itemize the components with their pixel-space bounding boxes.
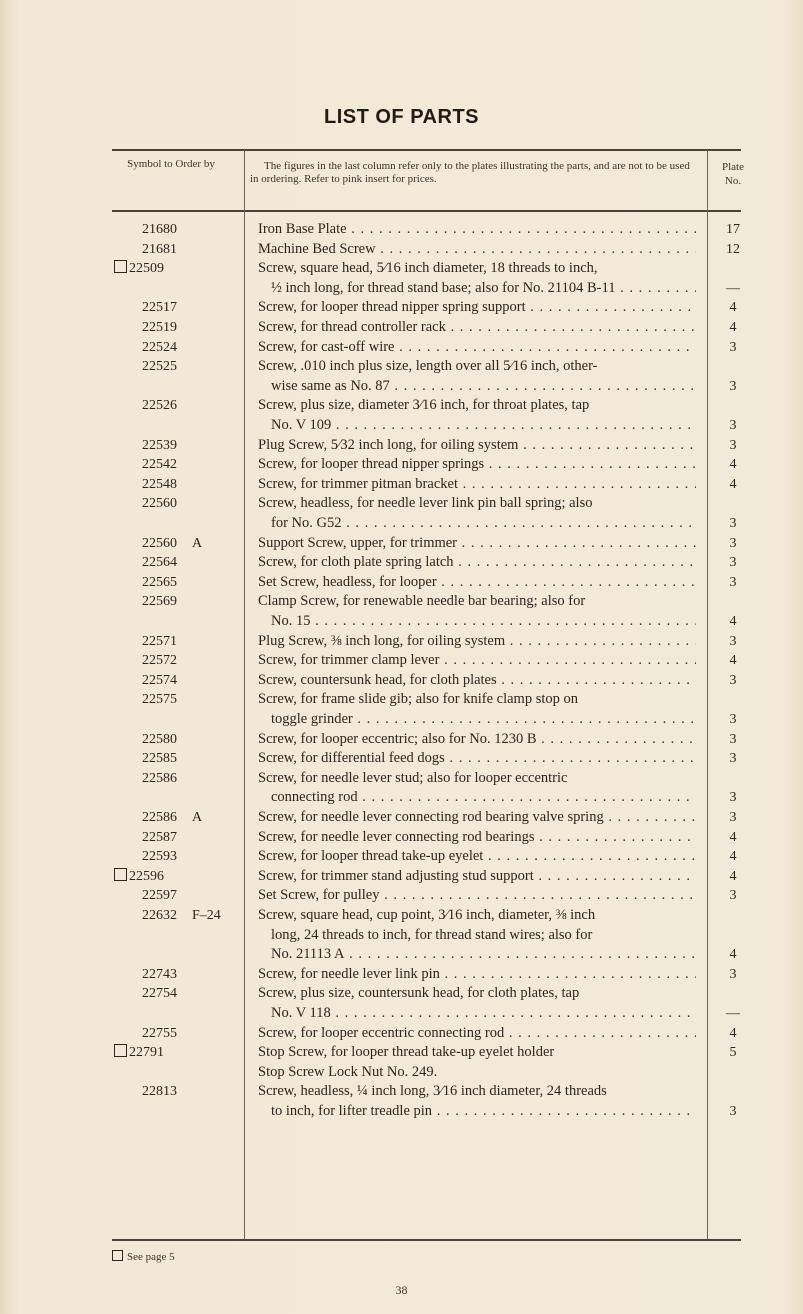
description-line: Support Screw, upper, for trimmer	[258, 534, 458, 551]
part-description	[258, 220, 696, 240]
part-description	[258, 671, 696, 691]
part-description	[258, 396, 696, 435]
part-number: 22754	[142, 986, 177, 1002]
description-line: for No. G52	[271, 514, 342, 531]
description-line: Stop Screw, for looper thread take-up eyelet holder	[258, 1044, 555, 1061]
part-number: 22791	[129, 1045, 164, 1061]
part-description	[258, 338, 696, 358]
part-symbol	[114, 1043, 244, 1063]
description-line: No. V 109	[271, 416, 332, 433]
part-description	[258, 475, 696, 495]
part-description	[258, 357, 696, 396]
part-symbol	[112, 749, 242, 769]
plate-number: 12	[726, 241, 740, 257]
part-symbol	[112, 357, 242, 377]
part-suffix: A	[192, 535, 203, 551]
part-description	[258, 259, 696, 298]
plate-number: 17	[726, 222, 740, 237]
plate-number: 3	[729, 711, 737, 727]
description-line: Screw, for cast-off wire	[258, 338, 395, 355]
part-description	[258, 455, 696, 475]
part-description	[258, 534, 696, 554]
part-description	[258, 632, 696, 652]
part-symbol	[112, 240, 242, 260]
plate-number: 4	[729, 476, 737, 492]
plate-column-header: Plate No.	[722, 161, 744, 187]
part-description	[258, 651, 696, 671]
header-top-rule	[112, 149, 741, 151]
plate-number: 3	[729, 437, 737, 453]
part-description	[258, 847, 696, 867]
part-symbol	[112, 1082, 242, 1102]
plate-number: 3	[729, 790, 737, 806]
description-line: Screw, for needle lever connecting rod bearing valve spring	[258, 809, 604, 825]
part-description	[258, 749, 696, 769]
description-line: Screw, plus size, diameter 3⁄16 inch, for throat plates, tap	[258, 397, 590, 414]
part-symbol	[112, 318, 242, 338]
description-column-header: The figures in the last column refer only to the plates illustrating the parts, and are not to be used in ordering. Refer to pink insert for prices.	[250, 160, 690, 185]
description-line: Screw, for trimmer clamp lever	[258, 652, 440, 669]
part-number: 22509	[129, 261, 164, 277]
part-number: 22755	[142, 1025, 177, 1041]
plate-number: 4	[729, 829, 737, 845]
description-line: Screw, for needle lever connecting rod bearings	[258, 828, 535, 845]
part-symbol	[112, 671, 242, 691]
plate-number: 4	[729, 300, 737, 316]
description-line: Screw, headless, for needle lever link pin ball spring; also	[258, 495, 593, 512]
plate-number: 3	[729, 888, 737, 904]
part-number: 22586	[142, 810, 177, 825]
description-line: Iron Base Plate	[258, 221, 347, 237]
part-number: 22571	[142, 633, 177, 649]
part-symbol	[112, 808, 242, 828]
plate-number: 3	[729, 633, 737, 649]
description-line: Stop Screw Lock Nut No. 249.	[258, 1063, 438, 1080]
description-line: connecting rod	[271, 789, 358, 806]
part-description	[258, 984, 696, 1023]
plate-number: 3	[729, 515, 737, 531]
part-number: 22517	[142, 300, 177, 316]
description-line: No. 15	[271, 612, 311, 629]
description-line: Clamp Screw, for renewable needle bar bearing; also for	[258, 593, 586, 610]
part-number: 22560	[142, 535, 177, 551]
page-number: 38	[395, 1283, 408, 1297]
part-number: 22525	[142, 359, 177, 375]
part-symbol	[112, 632, 242, 652]
description-line: Screw, for needle lever link pin	[258, 965, 440, 982]
description-line: ½ inch long, for thread stand base; also for No. 21104 B-11	[271, 279, 616, 296]
part-number: 22564	[142, 555, 177, 571]
part-symbol	[112, 475, 242, 495]
description-line: Screw, for needle lever stud; also for looper eccentric	[258, 769, 568, 786]
part-number: 22539	[142, 437, 177, 453]
part-number: 21681	[142, 241, 177, 257]
box-symbol-icon	[114, 260, 127, 273]
part-symbol	[112, 730, 242, 750]
part-description	[258, 965, 696, 985]
description-line: Machine Bed Screw	[258, 240, 376, 257]
plate-number: —	[726, 1005, 740, 1021]
plate-number: 4	[729, 320, 737, 335]
part-symbol	[112, 847, 242, 867]
plate-number: 4	[729, 1025, 737, 1041]
part-symbol	[112, 592, 242, 612]
part-description	[258, 1082, 696, 1121]
part-number: 22572	[142, 653, 177, 669]
description-line: Set Screw, headless, for looper	[258, 573, 437, 590]
part-number: 22575	[142, 692, 177, 708]
part-description	[258, 886, 696, 906]
part-number: 22524	[142, 339, 177, 355]
part-number: 22632	[142, 908, 177, 923]
description-line: to inch, for lifter treadle pin	[271, 1102, 433, 1119]
part-symbol	[114, 867, 244, 887]
part-symbol	[114, 259, 244, 279]
plate-number: 4	[729, 613, 737, 629]
description-line: Screw, countersunk head, for cloth plates	[258, 671, 497, 688]
box-symbol-icon	[114, 1044, 127, 1057]
plate-number: 3	[729, 751, 737, 767]
description-line: wise same as No. 87	[271, 377, 390, 394]
part-description	[258, 298, 696, 318]
part-number: 22569	[142, 594, 177, 610]
description-line: Screw, for looper thread take-up eyelet	[258, 848, 484, 865]
plate-number: 3	[729, 555, 737, 571]
description-line: No. 21113 A	[271, 946, 345, 963]
plate-number: 3	[729, 672, 737, 688]
part-number: 22813	[142, 1084, 177, 1100]
part-description	[258, 769, 696, 808]
column-divider-left	[244, 150, 245, 1240]
part-description	[258, 906, 696, 965]
plate-number: 3	[729, 731, 737, 747]
part-number: 22593	[142, 849, 177, 865]
plate-number: 3	[729, 1103, 737, 1119]
part-number: 22597	[142, 888, 177, 904]
plate-number: 3	[729, 378, 737, 394]
part-symbol	[112, 455, 242, 475]
description-line: Screw, for trimmer stand adjusting stud support	[258, 867, 534, 884]
footnote	[112, 1250, 175, 1263]
description-line: Screw, headless, ¼ inch long, 3⁄16 inch diameter, 24 threads	[258, 1083, 607, 1100]
description-line: Screw, plus size, countersunk head, for cloth plates, tap	[258, 985, 580, 1002]
description-line: Plug Screw, 5⁄32 inch long, for oiling system	[258, 436, 519, 453]
column-divider-right	[707, 150, 708, 1240]
page-title: LIST OF PARTS	[323, 106, 479, 128]
box-symbol-icon	[114, 868, 127, 881]
part-description	[258, 1043, 696, 1082]
part-symbol	[112, 396, 242, 416]
part-number: 22743	[142, 966, 177, 982]
part-number: 22526	[142, 398, 177, 414]
part-description	[258, 240, 696, 260]
table-bottom-rule	[112, 1239, 741, 1241]
box-symbol-icon	[112, 1250, 123, 1261]
part-symbol	[112, 298, 242, 318]
plate-number: 4	[729, 868, 737, 884]
part-symbol	[112, 553, 242, 573]
part-suffix: A	[192, 810, 203, 825]
part-description	[258, 690, 696, 729]
part-number: 22560	[142, 496, 177, 512]
part-description	[258, 867, 696, 887]
description-line: Screw, .010 inch plus size, length over all 5⁄16 inch, other-	[258, 358, 598, 375]
plate-number: 4	[729, 653, 737, 669]
description-line: Screw, for looper eccentric; also for No. 1230 B	[258, 730, 537, 747]
part-number: 22548	[142, 476, 177, 492]
part-description	[258, 318, 696, 338]
description-line: No. V 118	[271, 1004, 331, 1021]
part-description	[258, 436, 696, 456]
part-suffix: F–24	[192, 908, 221, 923]
plate-number: 4	[729, 457, 737, 473]
part-symbol	[112, 534, 242, 554]
part-symbol	[112, 436, 242, 456]
plate-number: 5	[729, 1045, 737, 1061]
part-number: 22565	[142, 574, 177, 590]
part-description	[258, 808, 696, 828]
part-description	[258, 553, 696, 573]
description-line: Screw, for looper eccentric connecting rod	[258, 1024, 505, 1041]
description-line: Screw, for differential feed dogs	[258, 750, 445, 767]
part-description	[258, 828, 696, 848]
part-symbol	[112, 886, 242, 906]
part-number: 22574	[142, 672, 177, 688]
part-number: 22587	[142, 829, 177, 845]
footnote-text: See page 5	[127, 1251, 175, 1263]
plate-number: 3	[729, 417, 737, 433]
part-symbol	[112, 573, 242, 593]
part-symbol	[112, 984, 242, 1004]
part-description	[258, 573, 696, 593]
description-line: long, 24 threads to inch, for thread stand wires; also for	[271, 926, 593, 943]
part-symbol	[112, 828, 242, 848]
plate-number: —	[726, 280, 740, 296]
plate-number: 3	[729, 535, 737, 551]
part-symbol	[112, 965, 242, 985]
plate-number: 4	[729, 947, 737, 963]
part-symbol	[112, 220, 242, 240]
description-line: toggle grinder	[271, 710, 353, 727]
part-symbol	[112, 1024, 242, 1044]
plate-number: 3	[729, 966, 737, 982]
header-bottom-rule	[112, 210, 741, 212]
description-line: Set Screw, for pulley	[258, 887, 380, 904]
description-line: Screw, for frame slide gib; also for knife clamp stop on	[258, 691, 578, 708]
part-number: 22519	[142, 320, 177, 335]
description-line: Screw, square head, 5⁄16 inch diameter, 18 threads to inch,	[258, 260, 598, 277]
description-line: Screw, for cloth plate spring latch	[258, 554, 454, 571]
part-symbol	[112, 769, 242, 789]
plate-number: 3	[729, 810, 737, 825]
part-description	[258, 494, 696, 533]
description-line: Screw, for thread controller rack	[258, 319, 446, 335]
part-symbol	[112, 338, 242, 358]
part-symbol	[112, 906, 242, 926]
part-description	[258, 1024, 696, 1044]
part-number: 22585	[142, 751, 177, 767]
part-symbol	[112, 494, 242, 514]
part-number: 22580	[142, 731, 177, 747]
symbol-column-header: Symbol to Order by	[127, 158, 215, 170]
description-line: Screw, square head, cup point, 3⁄16 inch, diameter, ⅜ inch	[258, 907, 596, 923]
description-line: Screw, for looper thread nipper spring support	[258, 299, 526, 316]
part-symbol	[112, 690, 242, 710]
description-line: Screw, for trimmer pitman bracket	[258, 475, 458, 492]
description-line: Plug Screw, ⅜ inch long, for oiling system	[258, 632, 506, 649]
plate-number: 4	[729, 849, 737, 865]
part-description	[258, 592, 696, 631]
part-number: 22586	[142, 770, 177, 786]
part-number: 22542	[142, 457, 177, 473]
part-symbol	[112, 651, 242, 671]
part-number: 22596	[129, 868, 164, 884]
part-description	[258, 730, 696, 750]
part-number: 21680	[142, 222, 177, 237]
plate-number: 3	[729, 574, 737, 590]
plate-number: 3	[729, 339, 737, 355]
description-line: Screw, for looper thread nipper springs	[258, 456, 485, 473]
